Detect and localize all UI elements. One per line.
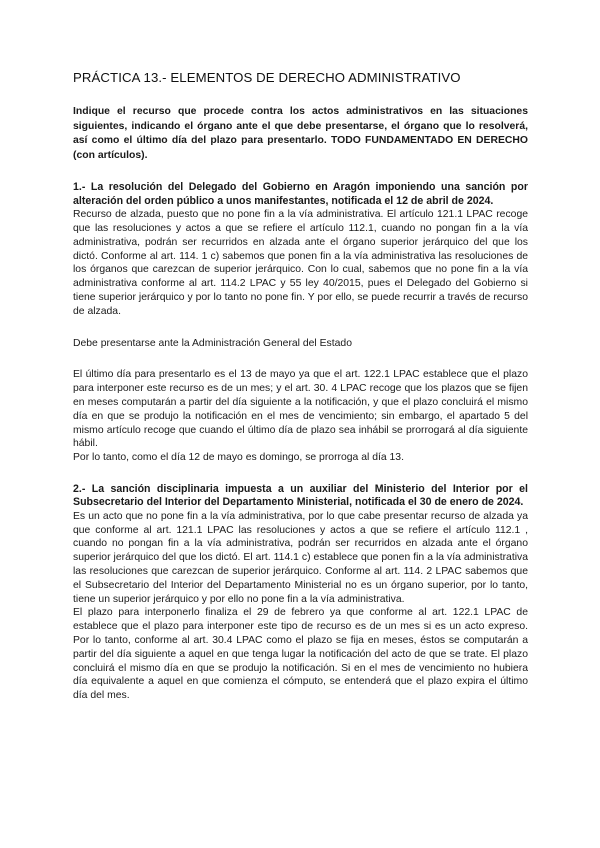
question-2-deadline-paragraph: El plazo para interponerlo finaliza el 29 de febrero ya que conforme al art. 122.1 LPAC de establece que el plazo para interponer este tipo de recurso es de un mes si es un acto expreso. Por lo tanto, conforme al art. 30.4 LPAC como el plazo se fija en meses, éstos se computarán a partir del día siguiente a aquel en que tenga lugar la notificación del acto de que se trate. El plazo concluirá el mismo día en que se produjo la notificación. Si en el mes de vencimiento no hubiera día equivalente a aquel en que comienza el cómputo, se entenderá que el plazo expira el último día del mes. [73, 607, 528, 702]
page-title: PRÁCTICA 13.- ELEMENTOS DE DERECHO ADMINISTRATIVO [73, 70, 461, 85]
question-1-deadline-paragraph: El último día para presentarlo es el 13 de mayo ya que el art. 122.1 LPAC establece que el plazo para interponer este recurso es de un mes; y el art. 30. 4 LPAC recoge que los plazos que se fijen en meses computarán a partir del día siguiente a la notificación, y que el plazo concluirá el mismo día en que se produjo la notificación en el mes de vencimiento; sin embargo, el apartado 5 del mismo artículo recoge que cuando el último día de plazo sea inhábil se prorrogará al día siguiente hábil. [73, 369, 528, 450]
question-1-conclusion-paragraph: Por lo tanto, como el día 12 de mayo es domingo, se prorroga al día 13. [73, 452, 404, 464]
instructions-paragraph: Indique el recurso que procede contra los actos administrativos en las situaciones siguientes, indicando el órgano ante el que debe presentarse, el órgano que lo resolverá, así como el último día del plazo para presentarlo. TODO FUNDAMENTADO EN DERECHO (con artículos). [73, 106, 528, 161]
question-2-title: 2.- La sanción disciplinaria impuesta a un auxiliar del Ministerio del Interior por el Subsecretario del Interior del Departamento Ministerial, notificada el 30 de enero de 2024. [73, 482, 528, 509]
document-body [73, 70, 528, 703]
spacer [73, 319, 528, 337]
question-2-answer-paragraph: Es un acto que no pone fin a la vía administrativa, por lo que cabe presentar recurso de alzada ya que conforme al art. 121.1 LPAC las resoluciones y actos a que se refiere el artículo 112.1 , cuando no pongan fin a la vía administrativa, podrán ser recurridos en alzada ante el órgano superior jerárquico del que los dictó. El art. 114.1 c) establece que ponen fin a la vía administrativa las resoluciones que carezcan de superior jerárquico. Conforme al art. 114. 2 LPAC sabemos que el Subsecretario del Interior del Departamento Ministerial no es un órgano superior, por lo tanto, tiene un superior jerárquico y por ello no pone fin a la vía administrativa. [73, 510, 528, 605]
spacer [73, 350, 528, 368]
question-1-answer-paragraph: Recurso de alzada, puesto que no pone fin a la vía administrativa. El artículo 121.1 LPAC recoge que las resoluciones y actos a que se refiere el artículo 112.1, cuando no pongan fin a la vía administrativa, podrán ser recurridos en alzada ante el órgano superior jerárquico del que los dictó. Conforme al art. 114. 1 c) sabemos que ponen fin a la vía administrativa las resoluciones de los órganos que carezcan de superior jerárquico. Con lo cual, sabemos que no pone fin a la vía administrativa conforme al art. 114.2 LPAC y 55 ley 40/2015, pues el Delegado del Gobierno si tiene superior jerárquico y por lo tanto no pone fin. Y por ello, se puede recurrir a través de recurso de alzada. [73, 209, 528, 317]
spacer [73, 465, 528, 483]
question-1-organ-paragraph: Debe presentarse ante la Administración General del Estado [73, 337, 352, 349]
question-1-title: 1.- La resolución del Delegado del Gobierno en Aragón imponiendo una sanción por alteración del orden público a unos manifestantes, notificada el 12 de abril de 2024. [73, 181, 528, 207]
